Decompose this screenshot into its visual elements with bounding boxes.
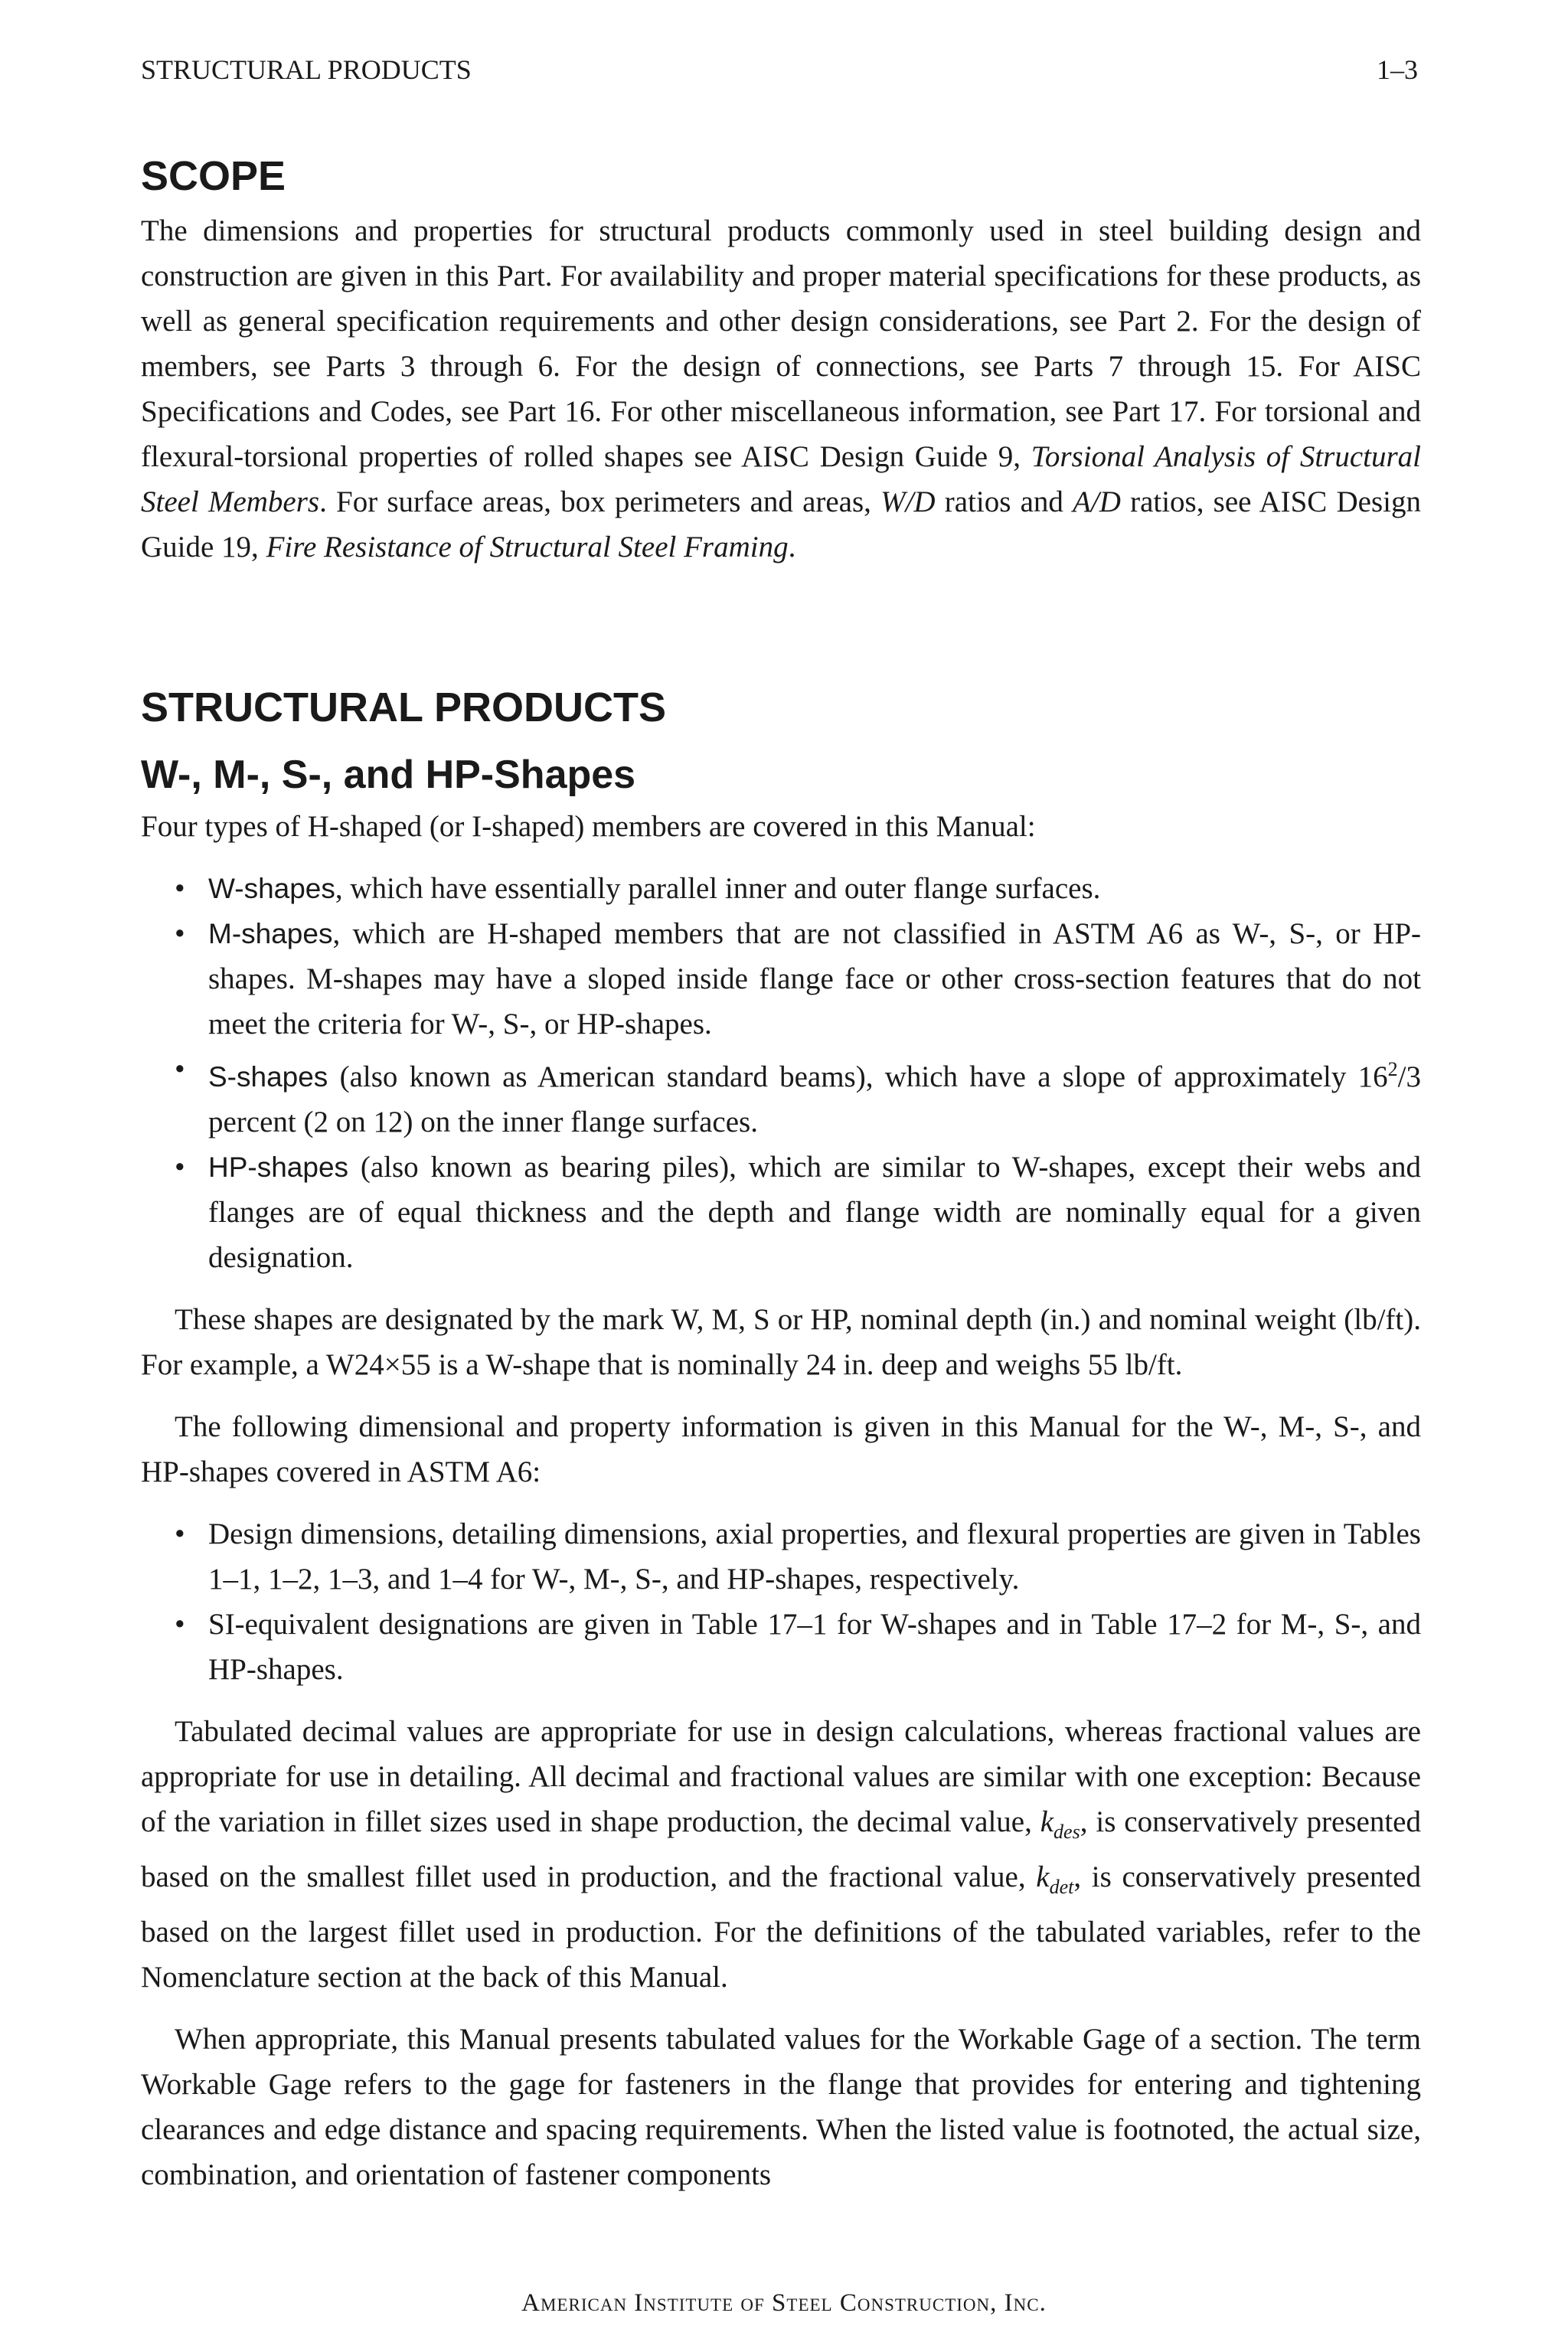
- list-item: • W-shapes, which have essentially parallel inner and outer flange surfaces.: [141, 866, 1421, 911]
- scope-heading: SCOPE: [141, 153, 286, 199]
- running-title: STRUCTURAL PRODUCTS: [141, 54, 472, 85]
- list-item: • SI-equivalent designations are given in Table 17–1 for W-shapes and in Table 17–2 for M-, S-, and HP-shapes.: [141, 1602, 1421, 1692]
- scope-paragraph: The dimensions and properties for structural products commonly used in steel building design and construction are given in this Part. For availability and proper material specifications for these products, as well as general specification requirements and other design considerations, see Part 2. For the design of members, see Parts 3 through 6. For the design of connections, see Parts 7 through 15. For AISC Specifications and Codes, see Part 16. For other miscellaneous information, see Part 17. For torsional and flexural-torsional properties of rolled shapes see AISC Design Guide 9, Torsional Analysis of Structural Steel Members. For surface areas, box perimeters and areas, W/D ratios and A/D ratios, see AISC Design Guide 19, Fire Resistance of Structural Steel Framing.: [141, 214, 1421, 564]
- running-header: [141, 54, 1418, 86]
- design-guide-19-title: Fire Resistance of Structural Steel Framing: [266, 531, 789, 564]
- page-number: 1–3: [1377, 54, 1418, 85]
- designation-paragraph: These shapes are designated by the mark W, M, S or HP, nominal depth (in.) and nominal weight (lb/ft). For example, a W24×55 is a W-shape that is nominally 24 in. deep and weighs 55 lb/ft.: [141, 1303, 1421, 1381]
- list-item: • M-shapes, which are H-shaped members that are not classified in ASTM A6 as W-, S-, or HP-shapes. M-shapes may have a sloped inside flange face or other cross-section features that do not meet the criteria for W-, S-, or HP-shapes.: [141, 911, 1421, 1047]
- list-item: • S-shapes (also known as American standard beams), which have a slope of approximately $16^2/3$ percent (2 on 12) on the inner flange surfaces.: [141, 1047, 1421, 1145]
- shapes-intro: Four types of H-shaped (or I-shaped) members are covered in this Manual:: [141, 810, 1036, 843]
- publisher-footer: American Institute of Steel Construction, Inc.: [521, 2289, 1047, 2317]
- shapes-subheading: W-, M-, S-, and HP-Shapes: [141, 753, 636, 797]
- shape-types-list: [141, 866, 1421, 1280]
- workable-gage-paragraph: When appropriate, this Manual presents tabulated values for the Workable Gage of a section. The term Workable Gage refers to the gage for fasteners in the flange that provides for entering and tightening clearances and edge distance and spacing requirements. When the listed value is footnoted, the actual size, combination, and orientation of fastener components: [141, 2022, 1421, 2191]
- design-guide-9-title: Torsional Analysis of Structural Steel Members: [141, 440, 1421, 518]
- page-content: [141, 153, 1421, 2197]
- structural-products-heading: STRUCTURAL PRODUCTS: [141, 684, 666, 730]
- tables-list: [141, 1511, 1421, 1692]
- list-item: • Design dimensions, detailing dimensions, axial properties, and flexural properties are given in Tables 1–1, 1–2, 1–3, and 1–4 for W-, M-, S-, and HP-shapes, respectively.: [141, 1511, 1421, 1602]
- following-paragraph: The following dimensional and property information is given in this Manual for the W-, M-, S-, and HP-shapes covered in ASTM A6:: [141, 1410, 1421, 1488]
- list-item: • HP-shapes (also known as bearing piles), which are similar to W-shapes, except their webs and flanges are of equal thickness and the depth and flange width are nominally equal for a given designation.: [141, 1145, 1421, 1280]
- tabulated-values-paragraph: Tabulated decimal values are appropriate for use in design calculations, whereas fractional values are appropriate for use in detailing. All decimal and fractional values are similar with one exception: Because of the variation in fillet sizes used in shape production, the decimal value, $k_{des}$, is conservatively presented based on the smallest fillet used in production, and the fractional value, $k_{det}$, is conservatively presented based on the largest fillet used in production. For the definitions of the tabulated variables, refer to the Nomenclature section at the back of this Manual.: [141, 1715, 1421, 1994]
